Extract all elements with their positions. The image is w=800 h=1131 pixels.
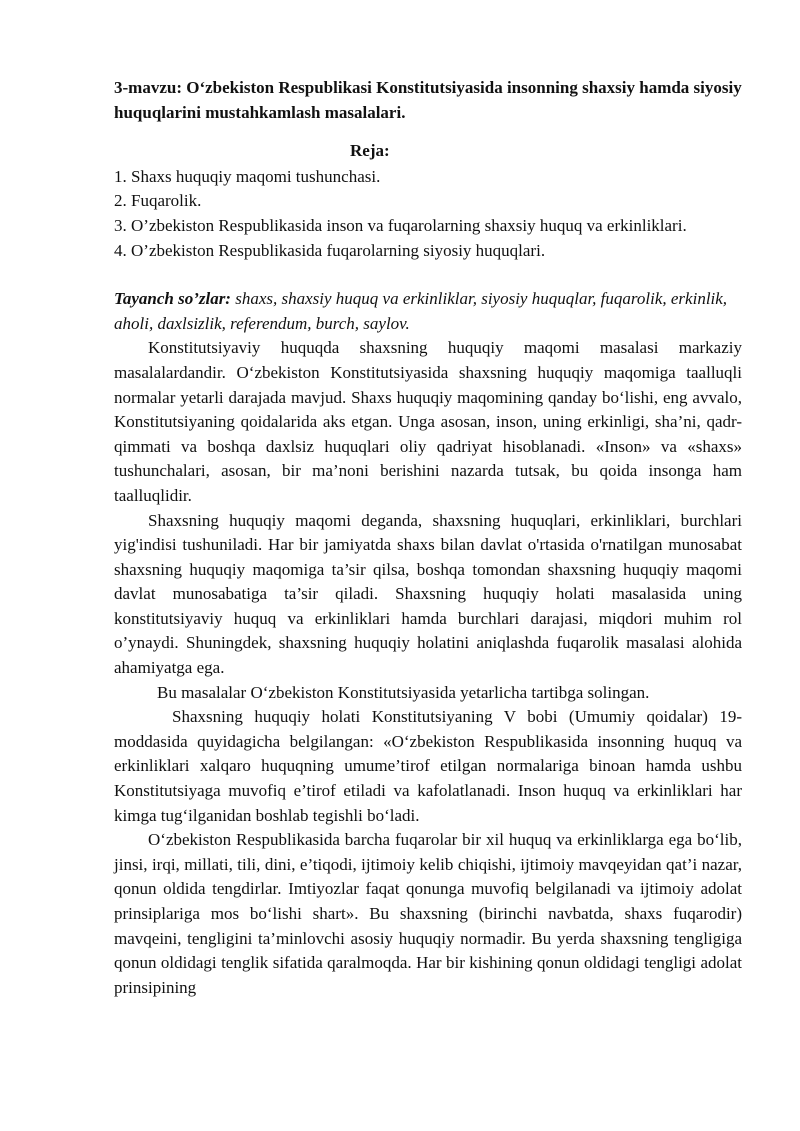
plan-item-3: 3. O’zbekiston Respublikasida inson va fuqarolarning shaxsiy huquq va erkinliklari.: [114, 215, 687, 235]
keywords-line: [114, 287, 742, 336]
plan-item-1: 1. Shaxs huquqiy maqomi tushunchasi.: [114, 166, 381, 186]
body-paragraph-4: Shaxsning huquqiy holati Konstitutsiyaning V bobi (Umumiy qoidalar) 19-moddasida quyidagicha belgilangan: «O‘zbekiston Respublikasida insonning huquq va erkinliklari xalqaro huquqning umume’tirof etilgan normalariga binoan hamda ushbu Konstitutsiyaga muvofiq e’tirof etiladi va kafolatlanadi. Inson huquq va erkinliklari har kimga tug‘ilganidan boshlab tegishli bo‘ladi.: [114, 707, 742, 825]
plan-list: [114, 165, 742, 263]
document-title: 3-mavzu: O‘zbekiston Respublikasi Konstitutsiyasida insonning shaxsiy hamda siyosiy huquqlarini mustahkamlash masalalari.: [114, 78, 742, 122]
keywords-text: shaxs, shaxsiy huquq va erkinliklar, siyosiy huquqlar, fuqarolik, erkinlik, aholi, daxlsizlik, referendum, burch, saylov.: [114, 289, 728, 333]
plan-item-4: 4. O’zbekiston Respublikasida fuqarolarning siyosiy huquqlari.: [114, 240, 546, 260]
plan-item-2: 2. Fuqarolik.: [114, 191, 202, 211]
body-paragraph-1: Konstitutsiyaviy huquqda shaxsning huquqiy maqomi masalasi markaziy masalalardandir. O‘zbekiston Konstitutsiyasida shaxsning huquqiy maqomiga taalluqli normalar yetarli darajada mavjud. Shaxs huquqiy maqomining qanday bo‘lishi, eng avvalo, Konstitutsiyaning qoidalarida aks etgan. Unga asosan, inson, uning erkinligi, sha’ni, qadr-qimmati va boshqa daxlsiz huquqlari oliy qadriyat hisoblanadi. «Inson» va «shaxs» tushunchalari, asosan, bir ma’noni berishini nazarda tutsak, bu qoida insonga ham taalluqlidir.: [114, 338, 742, 505]
plan-heading: Reja:: [350, 141, 390, 161]
body-paragraph-5: O‘zbekiston Respublikasida barcha fuqarolar bir xil huquq va erkinliklarga ega bo‘lib, jinsi, irqi, millati, tili, dini, e’tiqodi, ijtimoiy kelib chiqishi, ijtimoiy mavqeyidan qat’i nazar, qonun oldida tengdirlar. Imtiyozlar faqat qonunga muvofiq belgilanadi va ijtimoiy adolat prinsiplariga mos bo‘lishi shart». Bu shaxsning (birinchi navbatda, shaxs fuqarodir) mavqeini, tengligini ta’minlovchi asosiy huquqiy normadir. Bu yerda shaxsning tengligiga qonun oldidagi tenglik sifatida qaralmoqda. Har bir kishining qonun oldidagi tengligi adolat prinsipining: [114, 830, 742, 997]
keywords-label: Tayanch so’zlar:: [114, 289, 231, 309]
body-paragraph-2: Shaxsning huquqiy maqomi deganda, shaxsning huquqlari, erkinliklari, burchlari yig'indisi tushuniladi. Har bir jamiyatda shaxs bilan davlat o'rtasida o'rnatilgan munosabat shaxsning huquqiy maqomiga ta’sir qilsa, boshqa tomondan shaxsning huquqiy maqomi davlat munosabatiga ta’sir qiladi. Shaxsning huquqiy holati masalasida uning konstitutsiyaviy huquq va erkinliklari hamda burchlari darajasi, miqdori muhim rol o’ynaydi. Shuningdek, shaxsning huquqiy holatini aniqlashda fuqarolik masalasi alohida ahamiyatga ega.: [114, 510, 742, 678]
body-paragraph-3: Bu masalalar O‘zbekiston Konstitutsiyasida yetarlicha tartibga solingan.: [157, 682, 650, 702]
